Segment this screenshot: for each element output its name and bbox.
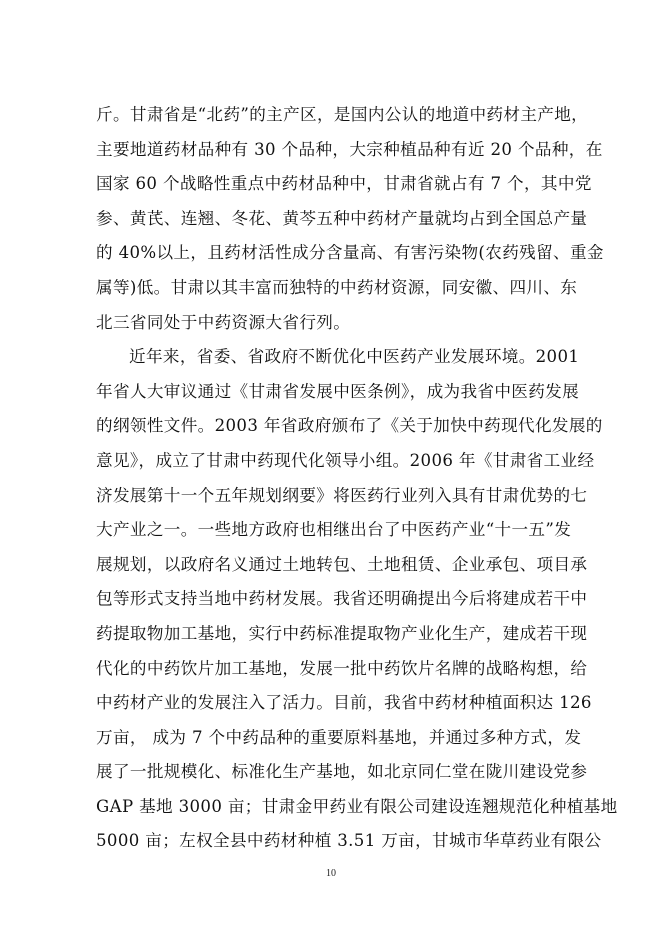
text-line: 展规划，以政府名义通过土地转包、土地租赁、企业承包、项目承 [96, 554, 588, 574]
text-line: 大产业之一。一些地方政府也相继出台了中医药产业“十一五”发 [96, 520, 572, 540]
text-line: 中药材产业的发展注入了活力。目前，我省中药材种植面积达 126 [96, 693, 592, 713]
page-number: 10 [326, 868, 336, 879]
text-line: 的 40%以上，且药材活性成分含量高、有害污染物(农药残留、重金 [96, 243, 604, 263]
text-line: GAP 基地 3000 亩；甘肃金甲药业有限公司建设连翘规范化种植基地 [96, 796, 618, 816]
text-line: 代化的中药饮片加工基地，发展一批中药饮片名牌的战略构想，给 [96, 658, 588, 678]
text-line: 斤。甘肃省是“北药”的主产区，是国内公认的地道中药材主产地， [96, 105, 589, 124]
paragraph-first-line: 近年来，省委、省政府不断优化中医药产业发展环境。2001 [129, 347, 580, 367]
text-line: 主要地道药材品种有 30 个品种，大宗种植品种有近 20 个品种，在 [96, 139, 603, 159]
text-line: 药提取物加工基地，实行中药标准提取物产业化生产，建成若干现 [96, 623, 588, 643]
text-line: 展了一批规模化、标准化生产基地，如北京同仁堂在陇川建设党参 [96, 762, 588, 782]
text-line: 万亩， 成为 7 个中药品种的重要原料基地，并通过多种方式，发 [96, 727, 582, 747]
text-line: 包等形式支持当地中药材发展。我省还明确提出今后将建成若干中 [96, 589, 588, 609]
body-text [96, 98, 618, 859]
text-line: 属等)低。甘肃以其丰富而独特的中药材资源，同安徽、四川、东 [96, 277, 578, 297]
text-line: 北三省同处于中药资源大省行列。 [96, 312, 351, 332]
text-line: 参、黄芪、连翘、冬花、黄芩五种中药材产量就均占到全国总产量 [96, 208, 588, 228]
text-line: 5000 亩；左权全县中药材种植 3.51 万亩，甘城市华草药业有限公 [96, 831, 602, 851]
text-line: 济发展第十一个五年规划纲要》将医药行业列入具有甘肃优势的七 [96, 485, 588, 505]
text-line: 的纲领性文件。2003 年省政府颁布了《关于加快中药现代化发展的 [96, 416, 603, 436]
text-line: 国家 60 个战略性重点中药材品种中，甘肃省就占有 7 个，其中党 [96, 174, 592, 194]
text-line: 年省人大审议通过《甘肃省发展中医条例》，成为我省中医药发展 [96, 381, 580, 401]
text-line: 意见》，成立了甘肃中药现代化领导小组。2006 年《甘肃省工业经 [96, 450, 595, 470]
